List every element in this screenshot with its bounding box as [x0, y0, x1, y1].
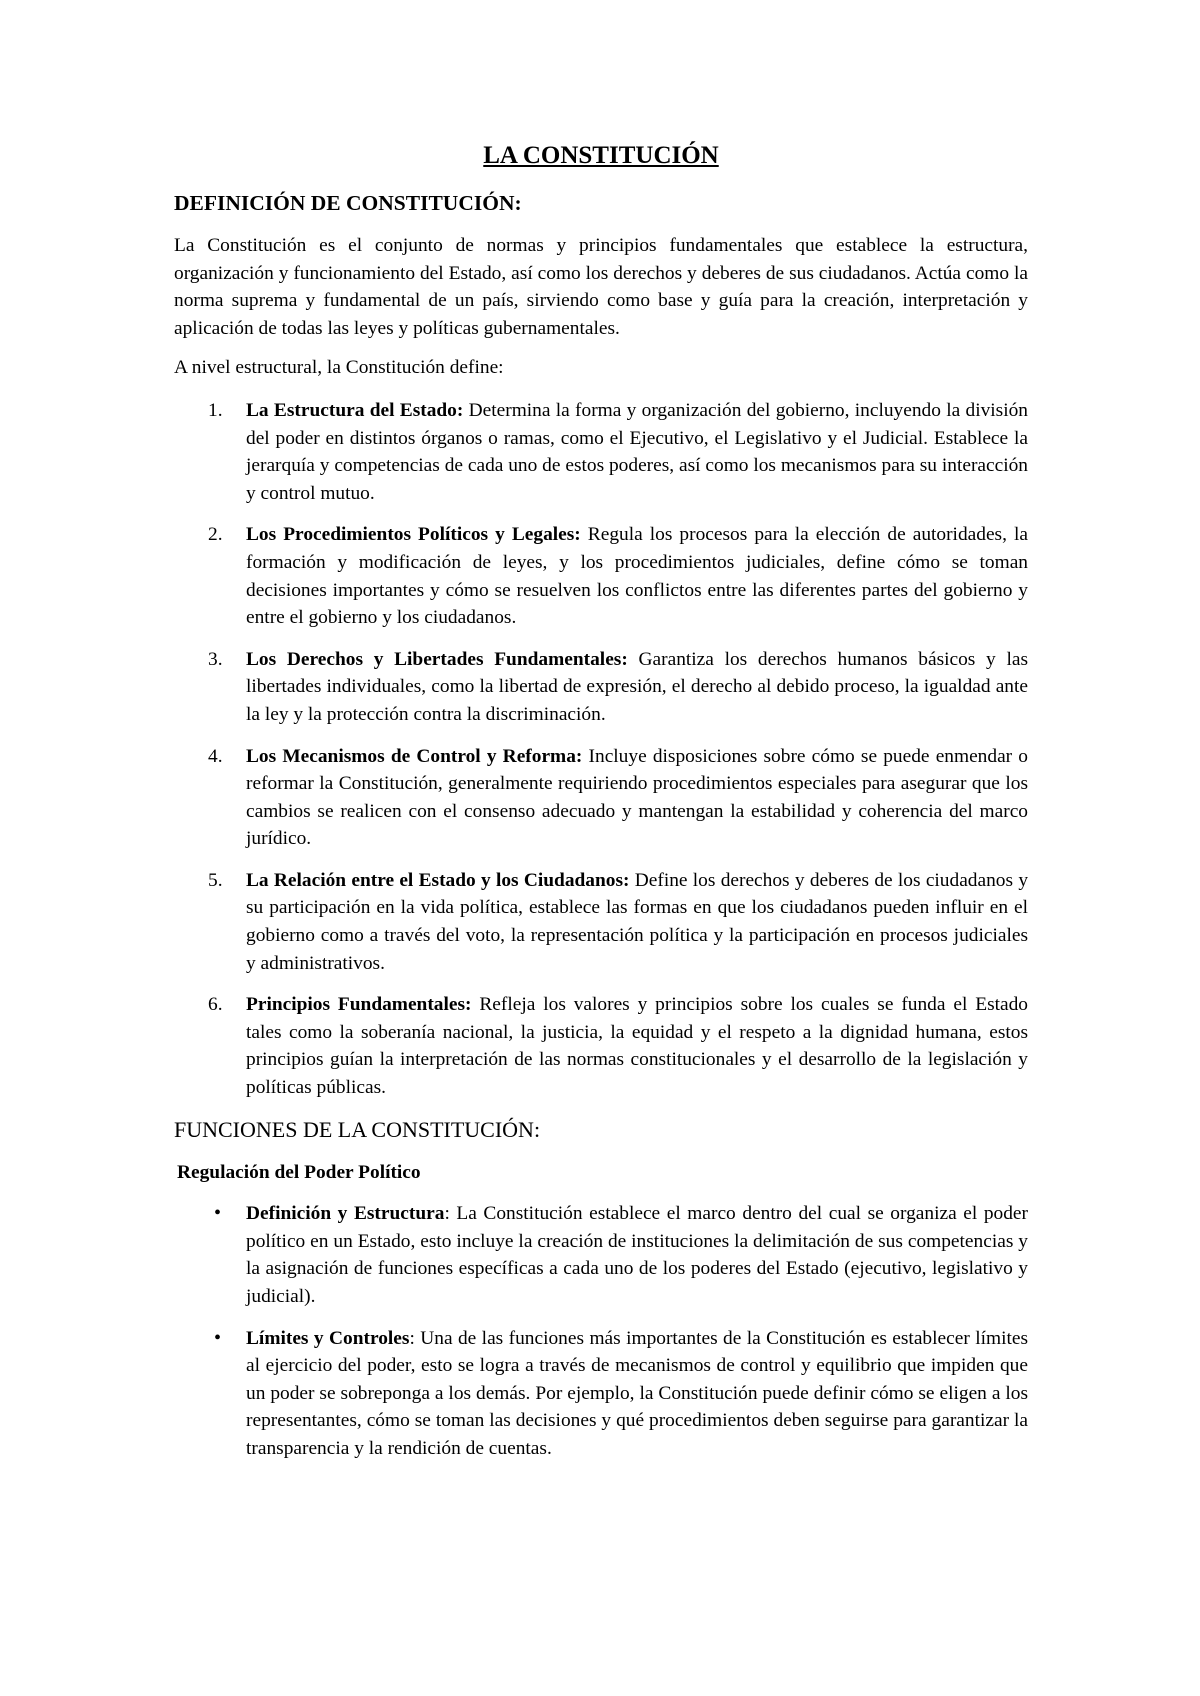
- item-lead: Los Mecanismos de Control y Reforma:: [246, 745, 583, 767]
- item-text: : La Constitución establece el marco dentro del cual se organiza el poder político en un Estado, esto incluye la creación de instituciones la delimitación de sus competencias y la asignación de funciones específicas a cada uno de los poderes del Estado (ejecutivo, legislativo y judicial).: [246, 1203, 1028, 1307]
- section-heading-funciones: FUNCIONES DE LA CONSTITUCIÓN:: [174, 1116, 541, 1142]
- list-item: [174, 867, 1028, 977]
- section-heading-definicion: DEFINICIÓN DE CONSTITUCIÓN:: [174, 191, 522, 215]
- item-lead: La Estructura del Estado:: [246, 399, 464, 421]
- item-lead: Principios Fundamentales:: [246, 994, 472, 1016]
- bullet-item: [174, 1325, 1028, 1463]
- list-number: 6.: [208, 994, 223, 1016]
- subheading-regulacion: Regulación del Poder Político: [177, 1161, 421, 1183]
- item-text: Refleja los valores y principios sobre los cuales se funda el Estado tales como la soberanía nacional, la justicia, la equidad y el respeto a la dignidad humana, estos principios guían la interpretación de las normas constitucionales y el desarrollo de la legislación y políticas públicas.: [246, 994, 1028, 1099]
- item-text: Incluye disposiciones sobre cómo se puede enmendar o reformar la Constitución, generalmente requiriendo procedimientos especiales para asegurar que los cambios se realicen con el consenso adecuado y mantengan la estabilidad y coherencia del marco jurídico.: [246, 745, 1029, 850]
- item-text: : Una de las funciones más importantes de la Constitución es establecer límites al ejercicio del poder, esto se logra a través de mecanismos de control y equilibrio que impiden que un poder se sobreponga a los demás. Por ejemplo, la Constitución puede definir cómo se eligen a los representantes, cómo se toman las decisiones y qué procedimientos deben seguirse para garantizar la transparencia y la rendición de cuentas.: [246, 1327, 1028, 1459]
- item-text: Regula los procesos para la elección de autoridades, la formación y modificación de leyes, y los procedimientos judiciales, define cómo se toman decisiones importantes y cómo se resuelven los conflictos entre las diferentes partes del gobierno y entre el gobierno y los ciudadanos.: [246, 524, 1028, 629]
- list-number: 3.: [208, 648, 223, 670]
- item-lead: Límites y Controles: [246, 1327, 410, 1349]
- document-title: LA CONSTITUCIÓN: [483, 142, 719, 169]
- bullet-icon: •: [214, 1326, 222, 1349]
- item-lead: Los Procedimientos Políticos y Legales:: [246, 524, 581, 546]
- item-text: Determina la forma y organización del gobierno, incluyendo la división del poder en distintos órganos o ramas, como el Ejecutivo, el Legislativo y el Judicial. Establece la jerarquía y competencias de cada uno de estos poderes, así como los mecanismos para su interacción y control mutuo.: [246, 399, 1028, 504]
- list-item: [174, 743, 1028, 853]
- list-item: [174, 521, 1028, 631]
- list-number: 5.: [208, 869, 223, 891]
- bullet-list: [174, 1200, 1028, 1462]
- item-text: Garantiza los derechos humanos básicos y las libertades individuales, como la libertad de expresión, el derecho al debido proceso, la igualdad ante la ley y la protección contra la discriminación.: [246, 648, 1029, 725]
- bullet-icon: •: [214, 1202, 222, 1225]
- definition-paragraph: La Constitución es el conjunto de normas y principios fundamentales que establece la estructura, organización y funcionamiento del Estado, así como los derechos y deberes de sus ciudadanos. Actúa como la norma suprema y fundamental de un país, sirviendo como base y guía para la creación, interpretación y aplicación de todas las leyes y políticas gubernamentales.: [174, 235, 1028, 339]
- item-text: Define los derechos y deberes de los ciudadanos y su participación en la vida política, establece las formas en que los ciudadanos pueden influir en el gobierno como a través del voto, la representación política y la participación en procesos judiciales y administrativos.: [246, 869, 1029, 974]
- list-number: 1.: [208, 399, 223, 421]
- list-item: [174, 646, 1028, 729]
- item-lead: Los Derechos y Libertades Fundamentales:: [246, 648, 628, 670]
- list-number: 2.: [208, 524, 223, 546]
- item-lead: Definición y Estructura: [246, 1203, 445, 1225]
- numbered-list: [174, 397, 1028, 1102]
- list-number: 4.: [208, 745, 223, 767]
- item-lead: La Relación entre el Estado y los Ciudadanos:: [246, 869, 630, 891]
- structural-intro: A nivel estructural, la Constitución define:: [174, 357, 504, 379]
- list-item: [174, 991, 1028, 1101]
- list-item: [174, 397, 1028, 507]
- bullet-item: [174, 1200, 1028, 1310]
